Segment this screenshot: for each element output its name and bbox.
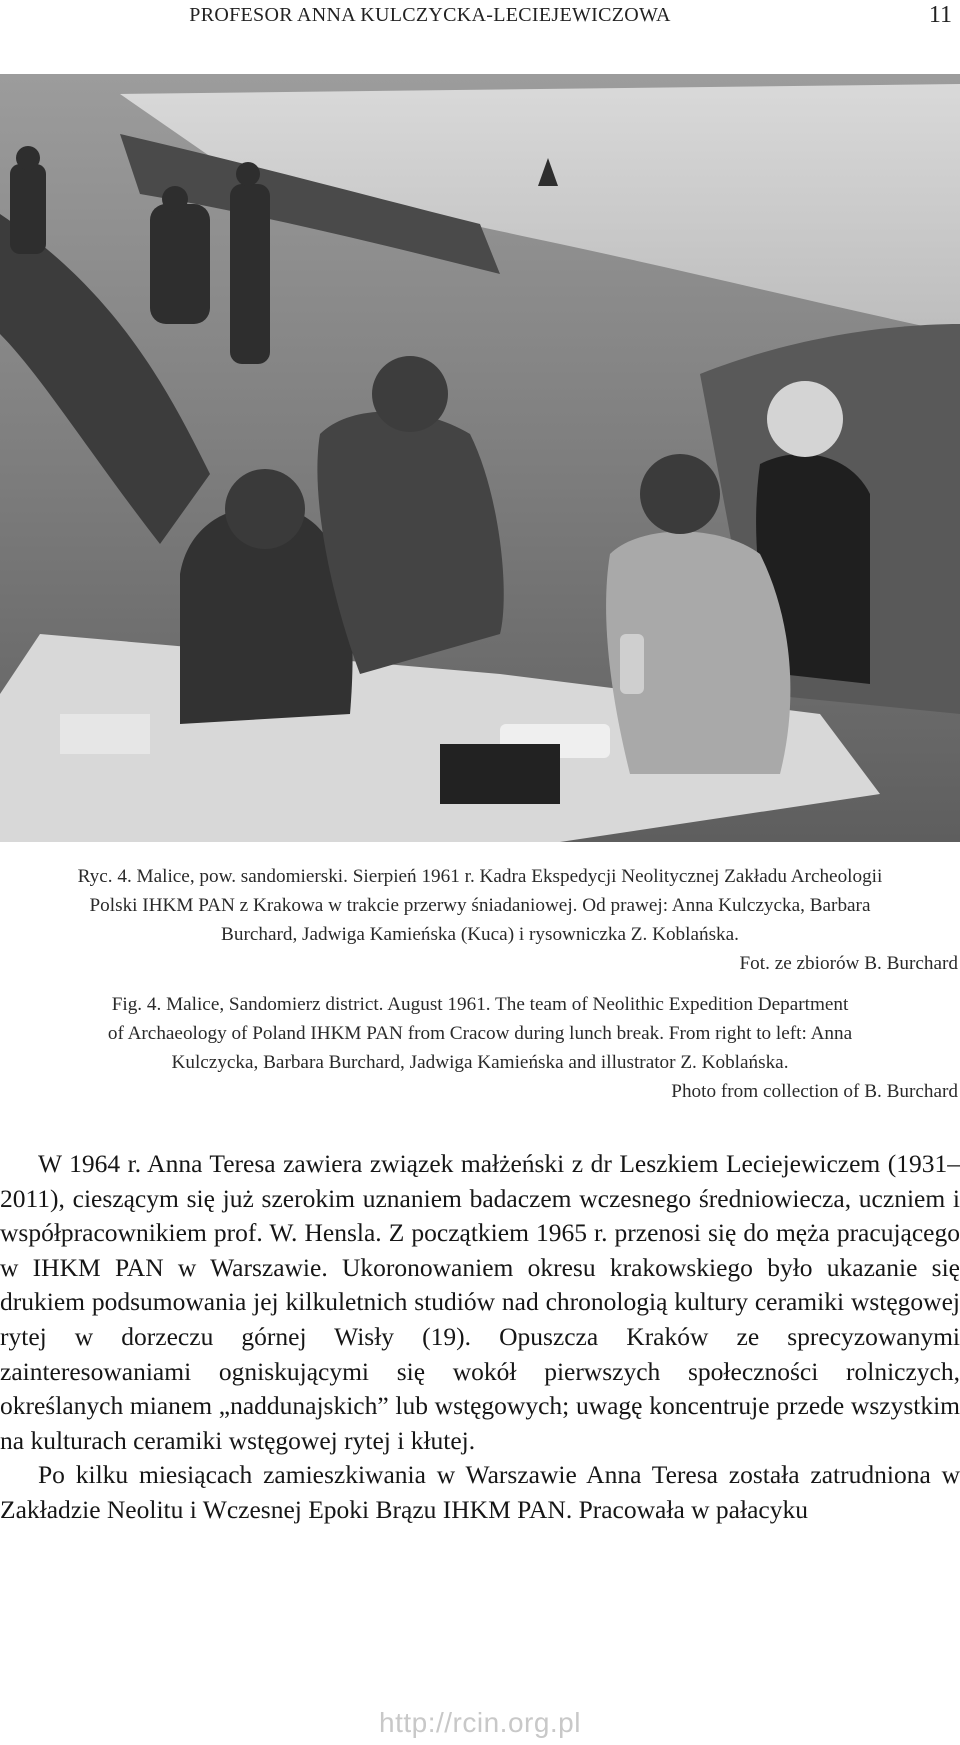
footer-url: http://rcin.org.pl xyxy=(379,1707,581,1738)
body-paragraph-2: Po kilku miesiącach zamieszkiwania w Warszawie Anna Teresa została zatrudniona w Zakładzie Neolitu i Wczesnej Epoki Brązu IHKM PAN. Pracowała w pałacyku xyxy=(0,1460,960,1524)
caption-en-line-2: of Archaeology of Poland IHKM PAN from Cracow during lunch break. From right to left: Anna xyxy=(107,1023,853,1044)
caption-english xyxy=(0,990,960,1106)
caption-en-line-3: Kulczycka, Barbara Burchard, Jadwiga Kamieńska and illustrator Z. Koblańska. xyxy=(171,1052,789,1073)
caption-pl-line-1: Ryc. 4. Malice, pow. sandomierski. Sierpień 1961 r. Kadra Ekspedycji Neolitycznej Zakładu Archeologii xyxy=(77,866,883,887)
page-number: 11 xyxy=(928,2,952,28)
caption-pl-credit: Fot. ze zbiorów B. Burchard xyxy=(739,953,958,974)
caption-en-line-1: Fig. 4. Malice, Sandomierz district. August 1961. The team of Neolithic Expedition Department xyxy=(111,994,849,1015)
excavation-photo xyxy=(0,74,960,842)
excavation-photo-illustration xyxy=(0,74,960,842)
caption-en-credit: Photo from collection of B. Burchard xyxy=(671,1081,958,1102)
running-title: PROFESOR ANNA KULCZYCKA-LECIEJEWICZOWA xyxy=(189,4,671,26)
caption-pl-line-3: Burchard, Jadwiga Kamieńska (Kuca) i rysowniczka Z. Koblańska. xyxy=(221,924,739,945)
body-paragraph-1: W 1964 r. Anna Teresa zawiera związek małżeński z dr Leszkiem Leciejewiczem (1931–2011), cieszącym się już szerokim uznaniem badaczem wczesnego średniowiecza, uczniem i współpracownikiem prof. W. Hensla. Z początkiem 1965 r. przenosi się do męża pracującego w IHKM PAN w Warszawie. Ukoronowaniem okresu krakowskiego było ukazanie się drukiem podsumowania jej kilkuletnich studiów nad chronologią kultury ceramiki wstęgowej rytej w dorzeczu górnej Wisły (19). Opuszcza Kraków ze sprecyzowanymi zainteresowaniami ogniskującymi się wokół pierwszych społeczności rolniczych, określanych mianem „naddunajskich” lub wstęgowych; uwagę koncentruje przede wszystkim na kulturach ceramiki wstęgowej rytej i kłutej. xyxy=(0,1149,960,1455)
caption-polish xyxy=(0,862,960,978)
body-text xyxy=(0,1147,960,1528)
caption-pl-line-2: Polski IHKM PAN z Krakowa w trakcie przerwy śniadaniowej. Od prawej: Anna Kulczycka, Barbara xyxy=(89,895,871,916)
running-head xyxy=(0,0,960,30)
